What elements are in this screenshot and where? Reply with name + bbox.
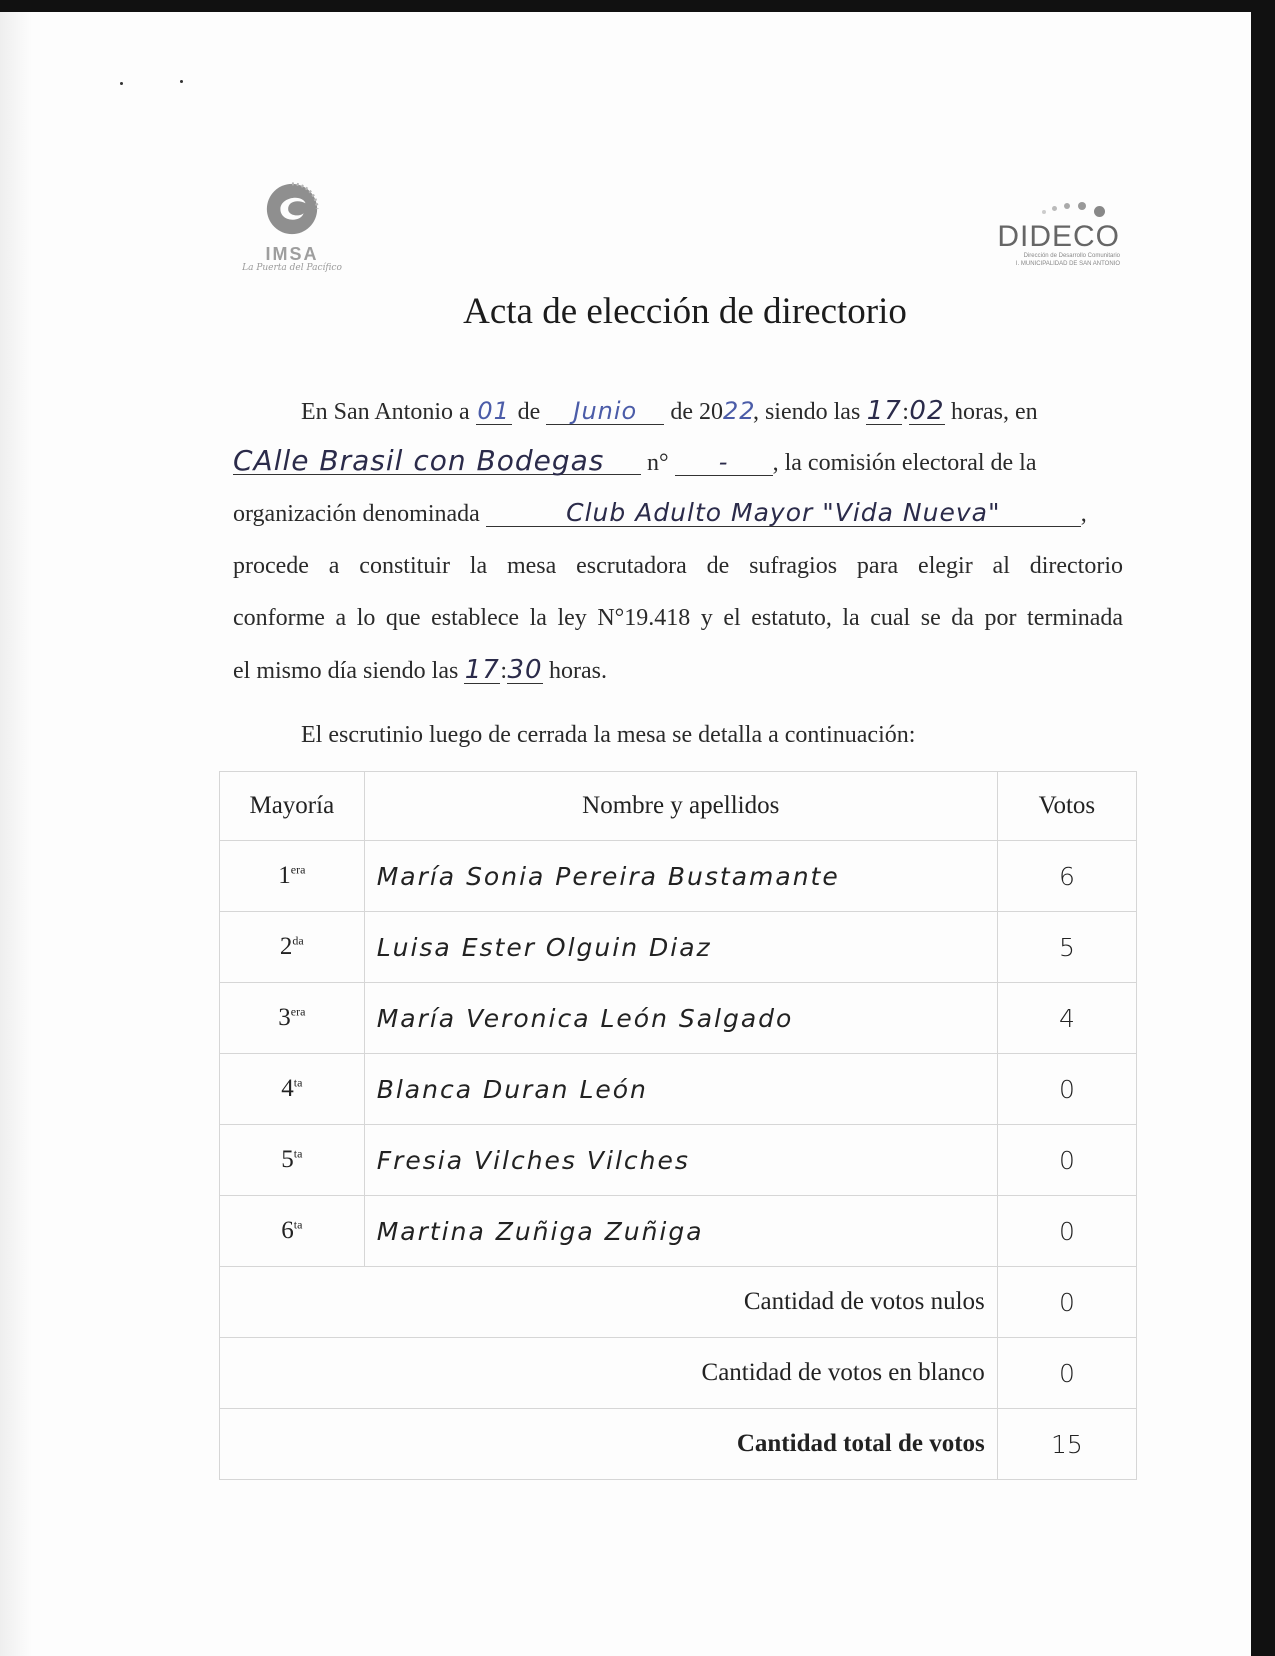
null-votes-value: 0 [997, 1267, 1136, 1338]
table-row [220, 983, 1137, 1054]
rank-cell: $3^{era}$ [220, 983, 365, 1054]
header-name: Nombre y apellidos [364, 772, 997, 841]
results-table [219, 771, 1137, 1480]
year-field: 22 [722, 397, 756, 425]
end-minute-field: 30 [507, 655, 543, 685]
candidate-name: Luisa Ester Olguin Diaz [364, 912, 997, 983]
table-row [220, 1196, 1137, 1267]
text-siendo-las: , siendo las [752, 399, 861, 425]
start-hour-field: 17 [866, 396, 902, 426]
candidate-votes: 5 [997, 912, 1136, 983]
intro-paragraph [233, 398, 1123, 698]
text-mismo-dia: el mismo día siendo las [233, 658, 459, 684]
text-comision: , la comisión electoral de la [772, 450, 1037, 476]
blank-votes-label: Cantidad de votos en blanco [220, 1338, 998, 1409]
intro-line-4: procede a constituir la mesa escrutadora de sufragios para elegir al directorio [233, 553, 1123, 579]
total-votes-row [220, 1409, 1137, 1480]
organization-field: Club Adulto Mayor "Vida Nueva" [486, 500, 1081, 527]
day-field: 01 [477, 397, 510, 425]
start-minute-field: 02 [909, 396, 945, 426]
number-field: - [675, 449, 773, 476]
rank-cell: $6^{ta}$ [220, 1196, 365, 1267]
header-rank: Mayoría [220, 772, 365, 841]
end-hour-field: 17 [464, 655, 500, 685]
location-field: CAlle Brasil con Bodegas [233, 448, 641, 475]
total-votes-label: Cantidad total de votos [220, 1409, 998, 1480]
intro-line-6: el mismo día siendo las 17:30 horas. [233, 655, 607, 685]
rank-cell: $1^{era}$ [220, 841, 365, 912]
dideco-dots-icon [990, 198, 1120, 222]
imsa-tagline: La Puerta del Pacífico [242, 263, 342, 273]
null-votes-row [220, 1267, 1137, 1338]
rank-cell: $5^{ta}$ [220, 1125, 365, 1196]
intro-line-1 [301, 398, 1123, 438]
imsa-logo [238, 180, 346, 288]
text-numero: n° [647, 450, 669, 476]
candidate-votes: 0 [997, 1125, 1136, 1196]
scan-border-right [1251, 0, 1275, 1656]
null-votes-label: Cantidad de votos nulos [220, 1267, 998, 1338]
dideco-subtitle-1: Dirección de Desarrollo Comunitario [1023, 253, 1120, 259]
table-row [220, 1125, 1137, 1196]
total-votes-value: 15 [997, 1409, 1136, 1480]
candidate-votes: 4 [997, 983, 1136, 1054]
month-field: Junio [546, 398, 664, 425]
candidate-name: Martina Zuñiga Zuñiga [364, 1196, 997, 1267]
rank-cell: $4^{ta}$ [220, 1054, 365, 1125]
text-de-20: de 20 [670, 399, 723, 425]
colon: : [902, 399, 909, 425]
dideco-name: DIDECO [997, 220, 1120, 253]
text-horas-en: horas, en [950, 399, 1038, 425]
table-row [220, 841, 1137, 912]
table-row [220, 1054, 1137, 1125]
text-en-san-antonio: En San Antonio a [301, 399, 470, 425]
blank-votes-row [220, 1338, 1137, 1409]
candidate-name: María Veronica León Salgado [364, 983, 997, 1054]
blank-votes-value: 0 [997, 1338, 1136, 1409]
dideco-subtitle-2: I. MUNICIPALIDAD DE SAN ANTONIO [1015, 261, 1120, 267]
candidate-name: Blanca Duran León [364, 1054, 997, 1125]
table-row [220, 912, 1137, 983]
text-de: de [517, 399, 541, 425]
imsa-name: IMSA [265, 244, 319, 264]
rank-cell: $2^{da}$ [220, 912, 365, 983]
text-organizacion: organización denominada [233, 501, 480, 527]
candidate-name: Fresia Vilches Vilches [364, 1125, 997, 1196]
scan-speck [120, 80, 190, 84]
candidate-votes: 0 [997, 1196, 1136, 1267]
candidate-votes: 6 [997, 841, 1136, 912]
text-comma: , [1080, 501, 1087, 527]
header-votes: Votos [997, 772, 1136, 841]
text-horas: horas. [548, 658, 607, 684]
scan-border-top [0, 0, 1275, 12]
candidate-votes: 0 [997, 1054, 1136, 1125]
intro-line-3 [233, 500, 1123, 540]
page-title: Acta de elección de directorio [463, 291, 907, 332]
candidate-name: María Sonia Pereira Bustamante [364, 841, 997, 912]
intro-line-5: conforme a lo que establece la ley N°19.418 y el estatuto, la cual se da por terminada [233, 605, 1123, 631]
scrutiny-intro: El escrutinio luego de cerrada la mesa se detalla a continuación: [301, 722, 916, 748]
imsa-emblem-icon [263, 180, 321, 238]
intro-line-2 [233, 444, 1123, 488]
dideco-logo [990, 198, 1120, 268]
table-header-row [220, 772, 1137, 841]
